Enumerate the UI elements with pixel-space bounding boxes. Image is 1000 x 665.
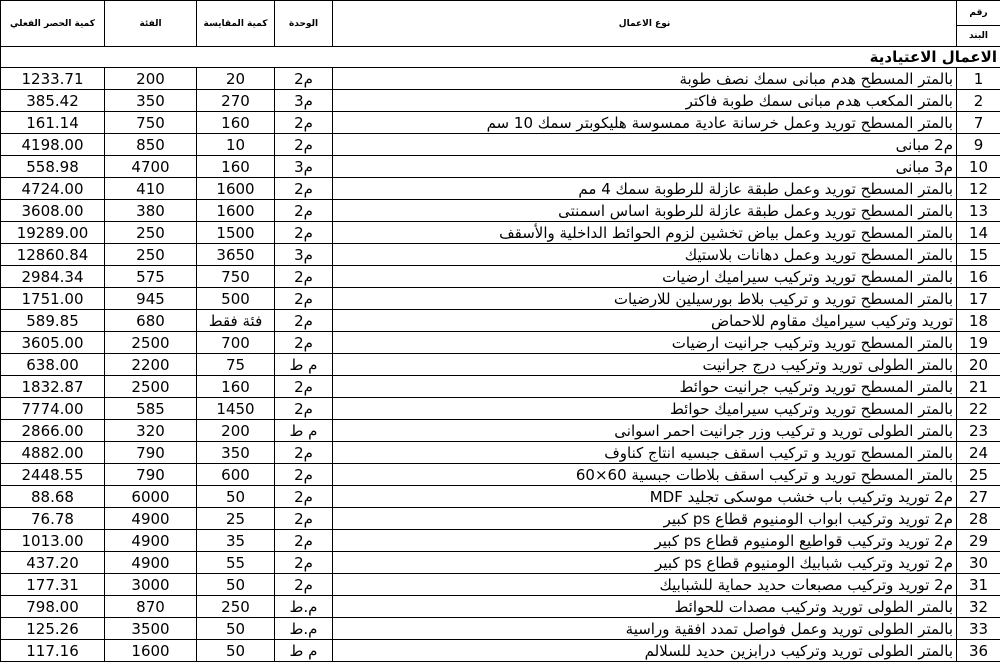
unit-cell[interactable]: م2 xyxy=(275,178,333,200)
actual-quantity-cell[interactable]: 125.26 xyxy=(1,618,105,640)
actual-quantity-cell[interactable]: 558.98 xyxy=(1,156,105,178)
table-row xyxy=(1,156,1000,178)
actual-quantity-cell[interactable]: 3605.00 xyxy=(1,332,105,354)
work-description-cell[interactable]: بالمتر المسطح توريد و تركيب اسقف بلاطات جبسية 60×60 xyxy=(333,464,957,486)
work-description-cell[interactable]: توريد وتركيب سيراميك مقاوم للاحماض xyxy=(333,310,957,332)
category-cell[interactable]: 250 xyxy=(105,222,197,244)
item-number-cell[interactable]: 32 xyxy=(957,596,1000,618)
actual-quantity-cell[interactable]: 88.68 xyxy=(1,486,105,508)
section-title: الاعمال الاعتيادية xyxy=(1,47,1000,68)
item-number-cell[interactable]: 16 xyxy=(957,266,1000,288)
work-description-cell[interactable]: م2 توريد وتركيب شبابيك الومنيوم قطاع ps كبير xyxy=(333,552,957,574)
quantity-cell[interactable]: 35 xyxy=(197,530,275,552)
table-row xyxy=(1,530,1000,552)
item-number-cell[interactable]: 9 xyxy=(957,134,1000,156)
item-number-cell[interactable]: 33 xyxy=(957,618,1000,640)
item-number-cell[interactable]: 24 xyxy=(957,442,1000,464)
unit-cell[interactable]: م2 xyxy=(275,464,333,486)
unit-cell[interactable]: م2 xyxy=(275,376,333,398)
table-row xyxy=(1,332,1000,354)
actual-quantity-cell[interactable]: 2984.34 xyxy=(1,266,105,288)
work-description-cell[interactable]: بالمتر الطولى توريد وتركيب درج جرانيت xyxy=(333,354,957,376)
actual-quantity-cell[interactable]: 638.00 xyxy=(1,354,105,376)
table-row xyxy=(1,552,1000,574)
work-description-cell[interactable]: بالمتر المسطح هدم مبانى سمك نصف طوبة xyxy=(333,68,957,90)
category-cell[interactable]: 2200 xyxy=(105,354,197,376)
item-number-cell[interactable]: 29 xyxy=(957,530,1000,552)
header-quantity: كمية المقايسة xyxy=(197,1,275,47)
quantity-cell[interactable]: 50 xyxy=(197,486,275,508)
quantity-cell[interactable]: 750 xyxy=(197,266,275,288)
category-cell[interactable]: 585 xyxy=(105,398,197,420)
quantity-cell[interactable]: 50 xyxy=(197,574,275,596)
table-row xyxy=(1,398,1000,420)
work-description-cell[interactable]: بالمتر الطولى توريد وتركيب مصدات للحوائط xyxy=(333,596,957,618)
item-number-cell[interactable]: 30 xyxy=(957,552,1000,574)
quantity-cell[interactable]: 20 xyxy=(197,68,275,90)
unit-cell[interactable]: م.ط xyxy=(275,618,333,640)
actual-quantity-cell[interactable]: 12860.84 xyxy=(1,244,105,266)
header-work-type: نوع الاعمال xyxy=(333,1,957,47)
work-description-cell[interactable]: بالمتر الطولى توريد وتركيب درابزين حديد للسلالم xyxy=(333,640,957,662)
item-number-cell[interactable]: 21 xyxy=(957,376,1000,398)
unit-cell[interactable]: م2 xyxy=(275,574,333,596)
actual-quantity-cell[interactable]: 798.00 xyxy=(1,596,105,618)
table-row xyxy=(1,90,1000,112)
header-category: الفئة xyxy=(105,1,197,47)
work-description-cell[interactable]: بالمتر المسطح توريد وعمل طبقة عازلة للرطوبة اساس اسمنتى xyxy=(333,200,957,222)
quantity-cell[interactable]: 500 xyxy=(197,288,275,310)
unit-cell[interactable]: م ط xyxy=(275,354,333,376)
unit-cell[interactable]: م2 xyxy=(275,310,333,332)
quantity-cell[interactable]: 1600 xyxy=(197,200,275,222)
unit-cell[interactable]: م2 xyxy=(275,112,333,134)
unit-cell[interactable]: م.ط xyxy=(275,596,333,618)
actual-quantity-cell[interactable]: 1233.71 xyxy=(1,68,105,90)
table-row xyxy=(1,420,1000,442)
unit-cell[interactable]: م3 xyxy=(275,90,333,112)
category-cell[interactable]: 790 xyxy=(105,464,197,486)
table-row xyxy=(1,222,1000,244)
quantity-cell[interactable]: 1450 xyxy=(197,398,275,420)
work-description-cell[interactable]: م3 مبانى xyxy=(333,156,957,178)
work-description-cell[interactable]: م2 توريد وتركيب ابواب الومنيوم قطاع ps كبير xyxy=(333,508,957,530)
actual-quantity-cell[interactable]: 1751.00 xyxy=(1,288,105,310)
quantity-cell[interactable]: 25 xyxy=(197,508,275,530)
table-row xyxy=(1,442,1000,464)
unit-cell[interactable]: م2 xyxy=(275,288,333,310)
work-description-cell[interactable]: م2 مبانى xyxy=(333,134,957,156)
category-cell[interactable]: 575 xyxy=(105,266,197,288)
item-number-cell[interactable]: 22 xyxy=(957,398,1000,420)
category-cell[interactable]: 320 xyxy=(105,420,197,442)
actual-quantity-cell[interactable]: 1832.87 xyxy=(1,376,105,398)
unit-cell[interactable]: م2 xyxy=(275,68,333,90)
category-cell[interactable]: 250 xyxy=(105,244,197,266)
item-number-cell[interactable]: 27 xyxy=(957,486,1000,508)
category-cell[interactable]: 680 xyxy=(105,310,197,332)
unit-cell[interactable]: م2 xyxy=(275,134,333,156)
item-number-cell[interactable]: 12 xyxy=(957,178,1000,200)
category-cell[interactable]: 350 xyxy=(105,90,197,112)
quantity-cell[interactable]: 50 xyxy=(197,618,275,640)
table-row xyxy=(1,574,1000,596)
work-description-cell[interactable]: م2 توريد وتركيب مصبعات حديد حماية للشبابيك xyxy=(333,574,957,596)
quantity-cell[interactable]: 3650 xyxy=(197,244,275,266)
header-row xyxy=(1,1,1000,47)
category-cell[interactable]: 4700 xyxy=(105,156,197,178)
quantity-cell[interactable]: 250 xyxy=(197,596,275,618)
unit-cell[interactable]: م2 xyxy=(275,552,333,574)
category-cell[interactable]: 4900 xyxy=(105,508,197,530)
category-cell[interactable]: 790 xyxy=(105,442,197,464)
category-cell[interactable]: 850 xyxy=(105,134,197,156)
quantity-cell[interactable]: 55 xyxy=(197,552,275,574)
category-cell[interactable]: 4900 xyxy=(105,530,197,552)
work-description-cell[interactable]: بالمتر المسطح توريد و تركيب بلاط بورسيلين للارضيات xyxy=(333,288,957,310)
actual-quantity-cell[interactable]: 4882.00 xyxy=(1,442,105,464)
table-row xyxy=(1,244,1000,266)
category-cell[interactable]: 2500 xyxy=(105,376,197,398)
table-row xyxy=(1,508,1000,530)
item-number-cell[interactable]: 1 xyxy=(957,68,1000,90)
actual-quantity-cell[interactable]: 2866.00 xyxy=(1,420,105,442)
category-cell[interactable]: 1600 xyxy=(105,640,197,662)
actual-quantity-cell[interactable]: 7774.00 xyxy=(1,398,105,420)
item-number-cell[interactable]: 7 xyxy=(957,112,1000,134)
category-cell[interactable]: 200 xyxy=(105,68,197,90)
work-description-cell[interactable]: بالمتر المسطح توريد وتركيب سيراميك ارضيات xyxy=(333,266,957,288)
quantity-cell[interactable]: 10 xyxy=(197,134,275,156)
item-number-cell[interactable]: 13 xyxy=(957,200,1000,222)
item-number-cell[interactable]: 18 xyxy=(957,310,1000,332)
section-row xyxy=(1,47,1000,68)
actual-quantity-cell[interactable]: 437.20 xyxy=(1,552,105,574)
actual-quantity-cell[interactable]: 3608.00 xyxy=(1,200,105,222)
unit-cell[interactable]: م2 xyxy=(275,508,333,530)
item-number-cell[interactable]: 36 xyxy=(957,640,1000,662)
item-number-cell[interactable]: 20 xyxy=(957,354,1000,376)
work-description-cell[interactable]: بالمتر الطولى توريد وعمل فواصل تمدد افقية وراسية xyxy=(333,618,957,640)
quantity-cell[interactable]: 160 xyxy=(197,156,275,178)
actual-quantity-cell[interactable]: 4198.00 xyxy=(1,134,105,156)
item-number-cell[interactable]: 15 xyxy=(957,244,1000,266)
actual-quantity-cell[interactable]: 161.14 xyxy=(1,112,105,134)
table-row xyxy=(1,266,1000,288)
table-row xyxy=(1,134,1000,156)
table-row xyxy=(1,68,1000,90)
table-row xyxy=(1,618,1000,640)
table-row xyxy=(1,112,1000,134)
unit-cell[interactable]: م2 xyxy=(275,486,333,508)
category-cell[interactable]: 410 xyxy=(105,178,197,200)
actual-quantity-cell[interactable]: 2448.55 xyxy=(1,464,105,486)
header-actual-quantity: كمية الحصر الفعلي xyxy=(1,1,105,47)
actual-quantity-cell[interactable]: 117.16 xyxy=(1,640,105,662)
table-row xyxy=(1,376,1000,398)
quantity-cell[interactable]: 75 xyxy=(197,354,275,376)
actual-quantity-cell[interactable]: 4724.00 xyxy=(1,178,105,200)
table-row xyxy=(1,486,1000,508)
work-description-cell[interactable]: بالمتر المكعب هدم مبانى سمك طوبة فاكتر xyxy=(333,90,957,112)
table-row xyxy=(1,178,1000,200)
category-cell[interactable]: 2500 xyxy=(105,332,197,354)
work-description-cell[interactable]: بالمتر المسطح توريد وتركيب جرانيت حوائط xyxy=(333,376,957,398)
quantity-cell[interactable]: 200 xyxy=(197,420,275,442)
table-row xyxy=(1,464,1000,486)
actual-quantity-cell[interactable]: 589.85 xyxy=(1,310,105,332)
quantity-cell[interactable]: فئة فقط xyxy=(197,310,275,332)
quantity-cell[interactable]: 160 xyxy=(197,376,275,398)
work-description-cell[interactable]: بالمتر المسطح توريد وعمل دهانات بلاستيك xyxy=(333,244,957,266)
table-row xyxy=(1,640,1000,662)
table-row xyxy=(1,200,1000,222)
table-row xyxy=(1,310,1000,332)
header-unit: الوحدة xyxy=(275,1,333,47)
unit-cell[interactable]: م2 xyxy=(275,266,333,288)
unit-cell[interactable]: م ط xyxy=(275,420,333,442)
item-number-cell[interactable]: 25 xyxy=(957,464,1000,486)
work-description-cell[interactable]: بالمتر المسطح توريد وعمل خرسانة عادية ممسوسة هليكوبتر سمك 10 سم xyxy=(333,112,957,134)
unit-cell[interactable]: م2 xyxy=(275,530,333,552)
work-description-cell[interactable]: م2 توريد وتركيب باب خشب موسكى تجليد MDF xyxy=(333,486,957,508)
unit-cell[interactable]: م3 xyxy=(275,244,333,266)
unit-cell[interactable]: م ط xyxy=(275,640,333,662)
header-item-number-top: رقم xyxy=(957,1,1000,26)
category-cell[interactable]: 3500 xyxy=(105,618,197,640)
category-cell[interactable]: 3000 xyxy=(105,574,197,596)
table-row xyxy=(1,596,1000,618)
unit-cell[interactable]: م2 xyxy=(275,222,333,244)
work-description-cell[interactable]: بالمتر المسطح توريد وعمل طبقة عازلة للرطوبة سمك 4 مم xyxy=(333,178,957,200)
quantity-cell[interactable]: 50 xyxy=(197,640,275,662)
item-number-cell[interactable]: 2 xyxy=(957,90,1000,112)
unit-cell[interactable]: م3 xyxy=(275,156,333,178)
work-description-cell[interactable]: بالمتر الطولى توريد و تركيب وزر جرانيت احمر اسوانى xyxy=(333,420,957,442)
category-cell[interactable]: 945 xyxy=(105,288,197,310)
quantity-cell[interactable]: 700 xyxy=(197,332,275,354)
item-number-cell[interactable]: 31 xyxy=(957,574,1000,596)
header-item-number xyxy=(957,1,1000,47)
unit-cell[interactable]: م2 xyxy=(275,332,333,354)
unit-cell[interactable]: م2 xyxy=(275,398,333,420)
header-item-number-bottom: البند xyxy=(968,31,988,41)
work-description-cell[interactable]: بالمتر المسطح توريد وعمل بياض تخشين لزوم الحوائط الداخلية والأسقف xyxy=(333,222,957,244)
actual-quantity-cell[interactable]: 1013.00 xyxy=(1,530,105,552)
work-description-cell[interactable]: بالمتر المسطح توريد وتركيب جرانيت ارضيات xyxy=(333,332,957,354)
quantity-cell[interactable]: 160 xyxy=(197,112,275,134)
actual-quantity-cell[interactable]: 385.42 xyxy=(1,90,105,112)
category-cell[interactable]: 870 xyxy=(105,596,197,618)
item-number-cell[interactable]: 28 xyxy=(957,508,1000,530)
item-number-cell[interactable]: 23 xyxy=(957,420,1000,442)
quantity-cell[interactable]: 600 xyxy=(197,464,275,486)
table-row xyxy=(1,354,1000,376)
item-number-cell[interactable]: 17 xyxy=(957,288,1000,310)
category-cell[interactable]: 380 xyxy=(105,200,197,222)
category-cell[interactable]: 750 xyxy=(105,112,197,134)
work-description-cell[interactable]: م2 توريد وتركيب قواطيع الومنيوم قطاع ps كبير xyxy=(333,530,957,552)
unit-cell[interactable]: م2 xyxy=(275,200,333,222)
work-description-cell[interactable]: بالمتر المسطح توريد وتركيب سيراميك حوائط xyxy=(333,398,957,420)
actual-quantity-cell[interactable]: 76.78 xyxy=(1,508,105,530)
quantity-cell[interactable]: 1600 xyxy=(197,178,275,200)
category-cell[interactable]: 6000 xyxy=(105,486,197,508)
table-row xyxy=(1,288,1000,310)
item-number-cell[interactable]: 10 xyxy=(957,156,1000,178)
work-description-cell[interactable]: بالمتر المسطح توريد و تركيب اسقف جبسيه انتاج كناوف xyxy=(333,442,957,464)
quantity-cell[interactable]: 270 xyxy=(197,90,275,112)
actual-quantity-cell[interactable]: 19289.00 xyxy=(1,222,105,244)
actual-quantity-cell[interactable]: 177.31 xyxy=(1,574,105,596)
unit-cell[interactable]: م2 xyxy=(275,442,333,464)
quantity-cell[interactable]: 350 xyxy=(197,442,275,464)
quantity-cell[interactable]: 1500 xyxy=(197,222,275,244)
item-number-cell[interactable]: 14 xyxy=(957,222,1000,244)
category-cell[interactable]: 4900 xyxy=(105,552,197,574)
item-number-cell[interactable]: 19 xyxy=(957,332,1000,354)
